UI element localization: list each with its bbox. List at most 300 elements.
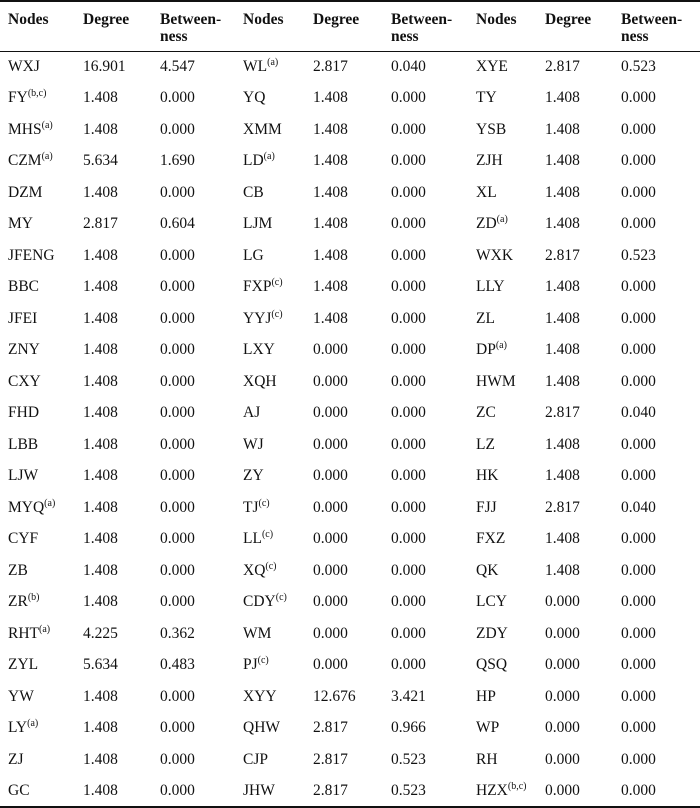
node-name: WJ [243, 435, 264, 453]
node-name: HWM [476, 372, 516, 390]
betweenness-cell: 0.000 [160, 341, 195, 359]
degree-cell: 1.408 [545, 372, 580, 390]
degree-cell: 0.000 [313, 561, 348, 579]
table-row [0, 83, 700, 115]
node-name: AJ [243, 404, 261, 422]
degree-cell: 0.000 [313, 624, 348, 642]
betweenness-cell: 0.000 [391, 246, 426, 264]
degree-cell: 1.408 [75, 776, 152, 808]
node-cell [468, 209, 537, 241]
node-cell [468, 524, 537, 556]
node-cell [235, 555, 305, 587]
header-nodes-3: Nodes [468, 1, 537, 51]
node-cell [468, 461, 537, 493]
header-degree-3: Degree [537, 1, 613, 51]
degree-cell: 0.000 [313, 467, 348, 485]
node-cell [468, 114, 537, 146]
node-cell [235, 587, 305, 619]
node-name: ZJH [476, 152, 503, 170]
degree-cell: 2.817 [305, 776, 383, 808]
node-cell [235, 83, 305, 115]
node-name: XYY [243, 687, 277, 705]
betweenness-cell: 0.000 [621, 687, 656, 705]
degree-cell: 0.000 [545, 656, 580, 674]
node-name: BBC [8, 278, 40, 296]
table-row [0, 146, 700, 178]
node-cell [235, 713, 305, 745]
betweenness-cell: 0.000 [391, 309, 426, 327]
betweenness-cell: 0.000 [621, 152, 656, 170]
degree-cell: 1.408 [83, 530, 118, 548]
node-cell [235, 744, 305, 776]
header-nodes-2: Nodes [235, 1, 305, 51]
node-name: LXY [243, 341, 275, 359]
degree-cell: 1.408 [83, 278, 118, 296]
node-name: HK [476, 467, 499, 485]
node-name: WM [243, 624, 272, 642]
betweenness-cell: 4.547 [160, 58, 195, 75]
degree-cell: 1.408 [83, 341, 118, 359]
table-row [0, 744, 700, 776]
node-footnote-marker: (a) [267, 56, 279, 68]
node-cell [235, 303, 305, 335]
betweenness-cell: 0.000 [391, 467, 426, 485]
degree-cell: 1.408 [545, 278, 580, 296]
node-cell [468, 51, 537, 83]
table-row [0, 650, 700, 682]
table-row [0, 587, 700, 619]
node-name: XQH [243, 372, 277, 390]
node-name: ZB [8, 561, 28, 579]
degree-cell: 2.817 [83, 215, 118, 233]
betweenness-cell: 0.523 [391, 750, 426, 768]
betweenness-cell: 0.000 [160, 561, 195, 579]
table-row [0, 555, 700, 587]
node-name: FXZ [476, 530, 506, 548]
table-row [0, 303, 700, 335]
table-row [0, 776, 700, 808]
degree-cell: 1.408 [313, 309, 348, 327]
degree-cell: 1.408 [545, 435, 580, 453]
betweenness-cell: 0.000 [621, 624, 656, 642]
node-cell [468, 618, 537, 650]
node-footnote-marker: (a) [263, 151, 275, 163]
degree-cell: 0.000 [313, 656, 348, 674]
node-name: LLY [476, 278, 505, 296]
betweenness-cell: 0.000 [621, 467, 656, 485]
node-cell [468, 272, 537, 304]
degree-cell: 0.000 [545, 624, 580, 642]
node-cell [468, 335, 537, 367]
betweenness-cell: 0.000 [391, 89, 426, 107]
betweenness-cell: 0.040 [391, 58, 426, 75]
betweenness-cell: 0.000 [621, 750, 656, 768]
degree-cell: 2.817 [545, 404, 580, 422]
node-cell [235, 335, 305, 367]
table-row [0, 272, 700, 304]
degree-cell: 0.000 [545, 750, 580, 768]
node-cell [235, 776, 305, 808]
node-cell [235, 177, 305, 209]
node-cell [235, 618, 305, 650]
betweenness-cell: 0.000 [160, 120, 195, 138]
node-name: WL [243, 58, 268, 75]
node-cell [468, 650, 537, 682]
betweenness-cell: 0.000 [621, 215, 656, 233]
betweenness-cell: 0.000 [160, 183, 195, 201]
node-name: LJM [243, 215, 273, 233]
header-row [0, 1, 700, 51]
degree-cell: 0.000 [537, 776, 613, 808]
node-cell [235, 524, 305, 556]
table-row [0, 461, 700, 493]
table-row [0, 492, 700, 524]
degree-cell: 1.408 [313, 183, 348, 201]
node-name: RHT [8, 624, 39, 642]
betweenness-cell: 0.000 [391, 278, 426, 296]
node-name: XYE [476, 58, 508, 75]
table-row [0, 51, 700, 83]
node-footnote-marker: (b) [27, 592, 40, 604]
node-name: JFEI [8, 309, 38, 327]
degree-cell: 1.408 [83, 593, 118, 611]
node-cell [468, 240, 537, 272]
node-cell [0, 492, 75, 524]
node-name: ZD [476, 215, 497, 233]
node-name: ZDY [476, 624, 508, 642]
degree-cell: 1.408 [545, 341, 580, 359]
node-name: ZC [476, 404, 496, 422]
betweenness-cell: 0.000 [391, 498, 426, 516]
node-cell [235, 429, 305, 461]
node-name: JHW [243, 781, 275, 799]
header-degree-2: Degree [305, 1, 383, 51]
betweenness-cell: 0.000 [621, 593, 656, 611]
betweenness-cell: 0.523 [383, 776, 468, 808]
table-row [0, 429, 700, 461]
node-cell [468, 398, 537, 430]
degree-cell: 0.000 [313, 435, 348, 453]
header-degree-1: Degree [75, 1, 152, 51]
betweenness-cell: 0.000 [621, 561, 656, 579]
degree-cell: 2.817 [545, 246, 580, 264]
node-cell [235, 209, 305, 241]
betweenness-cell: 0.000 [621, 278, 656, 296]
betweenness-cell: 0.000 [621, 719, 656, 737]
node-cell [468, 492, 537, 524]
betweenness-cell: 0.000 [391, 593, 426, 611]
betweenness-cell: 0.000 [160, 498, 195, 516]
degree-cell: 1.408 [313, 215, 348, 233]
betweenness-cell: 0.000 [160, 435, 195, 453]
node-cell [468, 681, 537, 713]
node-cell [235, 366, 305, 398]
node-cell [0, 398, 75, 430]
betweenness-cell: 0.000 [391, 183, 426, 201]
node-footnote-marker: (a) [495, 340, 507, 352]
node-name: LJW [8, 467, 39, 485]
node-name: CXY [8, 372, 41, 390]
node-name: WP [476, 719, 500, 737]
betweenness-cell: 0.000 [621, 656, 656, 674]
node-name: FHD [8, 404, 40, 422]
node-name: LBB [8, 435, 39, 453]
header-betweenness-2: Between- ness [383, 1, 468, 51]
node-cell [0, 272, 75, 304]
table-row [0, 713, 700, 745]
node-footnote-marker: (a) [44, 497, 56, 509]
node-cell [468, 366, 537, 398]
node-name: CJP [243, 750, 268, 768]
node-cell [235, 51, 305, 83]
node-name: QK [476, 561, 499, 579]
betweenness-cell: 0.604 [160, 215, 195, 233]
degree-cell: 1.408 [545, 89, 580, 107]
degree-cell: 1.408 [83, 372, 118, 390]
node-name: ZR [8, 593, 28, 611]
node-name: TY [476, 89, 497, 107]
node-footnote-marker: (c) [271, 277, 283, 289]
node-name: LY [8, 719, 28, 737]
node-name: YW [8, 687, 34, 705]
degree-cell: 1.408 [83, 750, 118, 768]
betweenness-cell: 0.362 [160, 624, 195, 642]
node-footnote-marker: (b,c) [507, 780, 527, 792]
node-cell [0, 650, 75, 682]
node-cell [468, 146, 537, 178]
node-name: FXP [243, 278, 272, 296]
node-name: LD [243, 152, 264, 170]
table-row [0, 209, 700, 241]
betweenness-cell: 0.000 [621, 435, 656, 453]
betweenness-cell: 0.000 [160, 309, 195, 327]
node-name: LG [243, 246, 264, 264]
node-cell [0, 83, 75, 115]
node-name: MYQ [8, 498, 45, 516]
node-cell [0, 177, 75, 209]
node-name: WXJ [8, 58, 40, 75]
degree-cell: 1.408 [545, 561, 580, 579]
betweenness-cell: 0.000 [391, 624, 426, 642]
node-name: JFENG [8, 246, 55, 264]
degree-cell: 0.000 [313, 530, 348, 548]
node-name: MY [8, 215, 33, 233]
degree-cell: 1.408 [83, 89, 118, 107]
node-name: PJ [243, 656, 258, 674]
betweenness-cell: 0.000 [391, 404, 426, 422]
node-footnote-marker: (a) [496, 214, 508, 226]
node-cell [0, 240, 75, 272]
header-nodes-1: Nodes [0, 1, 75, 51]
node-footnote-marker: (c) [257, 655, 269, 667]
node-cell [0, 429, 75, 461]
node-name: QSQ [476, 656, 508, 674]
degree-cell: 0.000 [545, 719, 580, 737]
node-name: RH [476, 750, 498, 768]
node-footnote-marker: (a) [39, 623, 51, 635]
node-name: ZNY [8, 341, 40, 359]
node-cell [0, 555, 75, 587]
node-footnote-marker: (c) [261, 529, 274, 541]
node-name: GC [8, 781, 30, 799]
node-cell [0, 209, 75, 241]
node-cell [0, 618, 75, 650]
node-cell [0, 303, 75, 335]
table-body [0, 51, 700, 807]
node-footnote-marker: (a) [41, 119, 53, 131]
node-name: HP [476, 687, 496, 705]
betweenness-cell: 0.040 [621, 498, 656, 516]
degree-cell: 12.676 [313, 687, 356, 705]
degree-cell: 1.408 [313, 89, 348, 107]
node-cell [0, 335, 75, 367]
node-name: LCY [476, 593, 507, 611]
node-cell [0, 51, 75, 83]
node-footnote-marker: (c) [271, 308, 283, 320]
node-cell [468, 303, 537, 335]
degree-cell: 1.408 [313, 246, 348, 264]
degree-cell: 2.817 [313, 719, 348, 737]
degree-cell: 0.000 [545, 687, 580, 705]
node-name: FJJ [476, 498, 497, 516]
node-cell [235, 272, 305, 304]
degree-cell: 0.000 [313, 372, 348, 390]
betweenness-cell: 1.690 [160, 152, 195, 170]
node-cell [235, 492, 305, 524]
node-footnote-marker: (c) [265, 560, 277, 572]
node-cell [235, 681, 305, 713]
node-name: YSB [476, 120, 507, 138]
table-row [0, 177, 700, 209]
betweenness-cell: 0.000 [391, 152, 426, 170]
degree-cell: 1.408 [83, 404, 118, 422]
degree-cell: 0.000 [313, 593, 348, 611]
degree-cell: 1.408 [83, 246, 118, 264]
node-name: QHW [243, 719, 281, 737]
node-cell [235, 114, 305, 146]
node-name: DZM [8, 183, 43, 201]
betweenness-cell: 0.000 [621, 341, 656, 359]
betweenness-cell: 0.040 [621, 404, 656, 422]
header-betweenness-3: Between- ness [613, 1, 700, 51]
node-cell [0, 524, 75, 556]
node-name: LZ [476, 435, 495, 453]
header-betweenness-1: Between- ness [152, 1, 235, 51]
betweenness-cell: 0.000 [160, 719, 195, 737]
table-row [0, 681, 700, 713]
degree-cell: 5.634 [83, 656, 118, 674]
degree-cell: 1.408 [313, 120, 348, 138]
degree-cell: 2.817 [545, 498, 580, 516]
betweenness-cell: 0.483 [160, 656, 195, 674]
betweenness-cell: 3.421 [391, 687, 426, 705]
betweenness-cell: 0.000 [152, 776, 235, 808]
betweenness-cell: 0.000 [391, 561, 426, 579]
betweenness-cell: 0.000 [160, 89, 195, 107]
table-row [0, 366, 700, 398]
node-cell [468, 744, 537, 776]
betweenness-cell: 0.523 [621, 58, 656, 75]
node-cell [468, 776, 537, 808]
betweenness-cell: 0.000 [160, 593, 195, 611]
node-footnote-marker: (b,c) [27, 88, 47, 100]
node-name: XQ [243, 561, 266, 579]
degree-cell: 1.408 [83, 561, 118, 579]
betweenness-cell: 0.523 [621, 246, 656, 264]
node-cell [235, 146, 305, 178]
node-name: TJ [243, 498, 259, 516]
degree-cell: 1.408 [83, 719, 118, 737]
node-footnote-marker: (c) [275, 592, 287, 604]
betweenness-cell: 0.000 [391, 530, 426, 548]
degree-cell: 1.408 [83, 498, 118, 516]
node-name: ZJ [8, 750, 24, 768]
node-cell [468, 555, 537, 587]
betweenness-cell: 0.000 [391, 656, 426, 674]
degree-cell: 1.408 [83, 435, 118, 453]
node-name: YQ [243, 89, 266, 107]
betweenness-cell: 0.000 [621, 309, 656, 327]
node-cell [235, 240, 305, 272]
degree-cell: 4.225 [83, 624, 118, 642]
betweenness-cell: 0.000 [160, 467, 195, 485]
node-cell [235, 461, 305, 493]
node-cell [468, 713, 537, 745]
table-row [0, 335, 700, 367]
node-name: FY [8, 89, 28, 107]
node-name: CB [243, 183, 264, 201]
betweenness-cell: 0.000 [160, 530, 195, 548]
degree-cell: 1.408 [545, 467, 580, 485]
degree-cell: 1.408 [313, 278, 348, 296]
table-row [0, 114, 700, 146]
betweenness-cell: 0.000 [160, 278, 195, 296]
node-name: YYJ [243, 309, 272, 327]
betweenness-cell: 0.000 [160, 246, 195, 264]
node-footnote-marker: (c) [258, 497, 270, 509]
table-row [0, 398, 700, 430]
degree-cell: 1.408 [83, 120, 118, 138]
degree-cell: 5.634 [83, 152, 118, 170]
betweenness-cell: 0.000 [160, 687, 195, 705]
node-cell [468, 83, 537, 115]
degree-cell: 2.817 [313, 750, 348, 768]
betweenness-cell: 0.000 [621, 372, 656, 390]
node-cell [0, 776, 75, 808]
node-cell [0, 461, 75, 493]
betweenness-cell: 0.000 [621, 89, 656, 107]
degree-cell: 16.901 [83, 58, 126, 75]
degree-cell: 2.817 [545, 58, 580, 75]
node-cell [0, 146, 75, 178]
node-name: ZL [476, 309, 495, 327]
node-cell [468, 587, 537, 619]
betweenness-cell: 0.000 [391, 372, 426, 390]
betweenness-cell: 0.000 [621, 530, 656, 548]
node-name: CYF [8, 530, 39, 548]
node-cell [0, 713, 75, 745]
degree-cell: 1.408 [313, 152, 348, 170]
node-name: LL [243, 530, 262, 548]
betweenness-cell: 0.000 [391, 215, 426, 233]
degree-cell: 0.000 [313, 404, 348, 422]
node-name: CZM [8, 152, 42, 170]
betweenness-cell: 0.000 [391, 341, 426, 359]
node-name: WXK [476, 246, 514, 264]
betweenness-cell: 0.000 [160, 750, 195, 768]
betweenness-cell: 0.000 [391, 120, 426, 138]
node-cell [468, 429, 537, 461]
